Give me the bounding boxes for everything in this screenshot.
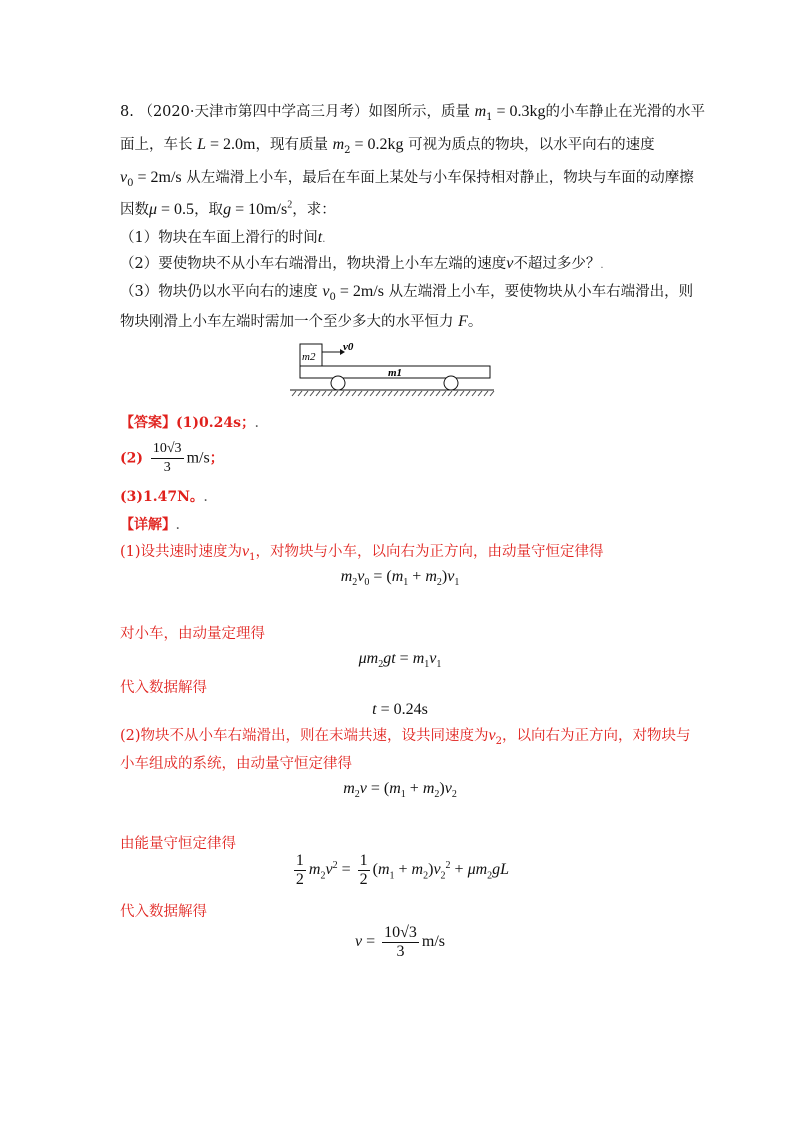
answer-line-2: (2) $\frac{10√3}{3}$ m/s； [120, 441, 224, 475]
problem-text: 的小车静止在光滑的水平 [545, 104, 706, 120]
wheel-right [444, 376, 458, 390]
question-3-text: （3）物块仍以水平向右的速度 [120, 284, 318, 300]
solution-line-7 [120, 900, 207, 921]
answer-line-1: 【答案】(1)0.24s；. [120, 415, 259, 431]
cart-diagram [288, 338, 498, 400]
question-3-line-2: 物块刚滑上小车左端时需加一个至少多大的水平恒力 F。 [120, 313, 483, 330]
problem-text: ，取 [194, 202, 224, 218]
question-2-end: 不超过多少？ [513, 256, 601, 272]
solution-line-6 [120, 832, 236, 853]
problem-line-3: $v_0 = 2m/s$ 从左端滑上小车，最后在车面上某处与小车保持相对静止，物块与车面的动摩擦 [120, 169, 694, 189]
solution-text: (1)设共速时速度为 [120, 544, 243, 560]
solution-text: 代入数据解得 [120, 904, 207, 920]
answer-line-3: (3)1.47N。. [120, 489, 208, 505]
solution-text: 对小车，由动量定理得 [120, 626, 265, 642]
problem-text: 因数 [120, 202, 149, 218]
solution-line-2 [120, 622, 265, 643]
solution-text: 由能量守恒定律得 [120, 836, 236, 852]
solution-line-1: (1)设共速时速度为$v_1$，对物块与小车，以向右为正方向，由动量守恒定律得 [120, 543, 604, 563]
solution-text-b: ，对物块与小车，以向右为正方向，由动量守恒定律得 [255, 544, 604, 560]
cart-label: m1 [388, 367, 403, 379]
problem-text: ，现有质量 [255, 137, 328, 153]
velocity-label: v0 [343, 341, 354, 353]
equation-velocity-result: v = $\frac{10√3}{3}$ m/s [354, 924, 446, 960]
equation-energy: $\frac{1}{2}$ $m_2v^2$ = $\frac{1}{2}$ $(m_1 + m_2)v_2^2 + \mu m_2gL$ [295, 852, 510, 888]
problem-text: 面上，车长 [120, 137, 193, 153]
equation-time-result: t = 0.24s [372, 701, 428, 718]
equation-impulse: $\mu m_2gt = m_1v_1$ [358, 650, 442, 671]
solution-line-4: (2)物块不从小车右端滑出，则在末端共速，设共同速度为$v_2$，以向右为正方向，对物块与 [120, 727, 691, 747]
detail-label: 【详解】 [120, 517, 176, 533]
answer-3: (3)1.47N。 [120, 489, 204, 505]
answer-2-prefix: (2) [120, 450, 143, 467]
block-label: m2 [302, 351, 316, 363]
question-1-text: （1）物块在车面上滑行的时间 [120, 230, 318, 246]
question-3-line-1: （3）物块仍以水平向右的速度 $v_0 = 2m/s$ 从左端滑上小车，要使物块从小车右端滑出，则 [120, 283, 694, 303]
question-2: （2）要使物块不从小车右端滑出，物块滑上小车左端的速度v不超过多少？. [120, 255, 604, 272]
solution-line-5 [120, 752, 352, 773]
problem-line-2: 面上，车长 L = 2.0m，现有质量 $m_2 = 0.2kg$ 可视为质点的物块，以水平向右的速度 [120, 136, 655, 156]
solution-text: 小车组成的系统，由动量守恒定律得 [120, 756, 352, 772]
problem-text: 从左端滑上小车，最后在车面上某处与小车保持相对静止，物块与车面的动摩擦 [186, 170, 694, 186]
question-3-text-c: 物块刚滑上小车左端时需加一个至少多大的水平恒力 [120, 314, 454, 330]
answer-label: 【答案】 [120, 415, 176, 431]
question-3-end: 。 [467, 314, 483, 330]
answer-2-suffix: ； [209, 450, 224, 467]
equation-momentum-2: $m_2v = (m_1 + m_2)v_2$ [343, 780, 457, 801]
solution-text-b: ，以向右为正方向，对物块与 [502, 728, 691, 744]
equation-momentum-1: $m_2v_0 = (m_1 + m_2)v_1$ [340, 568, 460, 589]
question-1: （1）物块在车面上滑行的时间t. [120, 229, 326, 246]
question-2-text: （2）要使物块不从小车右端滑出，物块滑上小车左端的速度 [120, 256, 507, 272]
problem-number: 8. [120, 104, 134, 120]
problem-source: （2020·天津市第四中学高三月考） [138, 104, 369, 120]
problem-text: 如图所示，质量 [368, 104, 470, 120]
problem-text: 可视为质点的物块，以水平向右的速度 [408, 137, 655, 153]
problem-line-1: 8. （2020·天津市第四中学高三月考）如图所示，质量 $m_1 = 0.3kg$的小车静止在光滑的水平 [120, 103, 706, 123]
question-3-text-b: 从左端滑上小车，要使物块从小车右端滑出，则 [388, 284, 694, 300]
detail-label-line: 【详解】. [120, 517, 180, 533]
wheel-left [331, 376, 345, 390]
problem-text: ，求： [292, 202, 336, 218]
solution-text: (2)物块不从小车右端滑出，则在末端共速，设共同速度为 [120, 728, 489, 744]
ground-hatch [292, 391, 494, 396]
answer-1: (1)0.24s； [176, 415, 255, 431]
solution-text: 代入数据解得 [120, 680, 207, 696]
solution-line-3 [120, 676, 207, 697]
problem-line-4: 因数μ = 0.5，取$g = 10m/s^2$，求： [120, 199, 336, 218]
